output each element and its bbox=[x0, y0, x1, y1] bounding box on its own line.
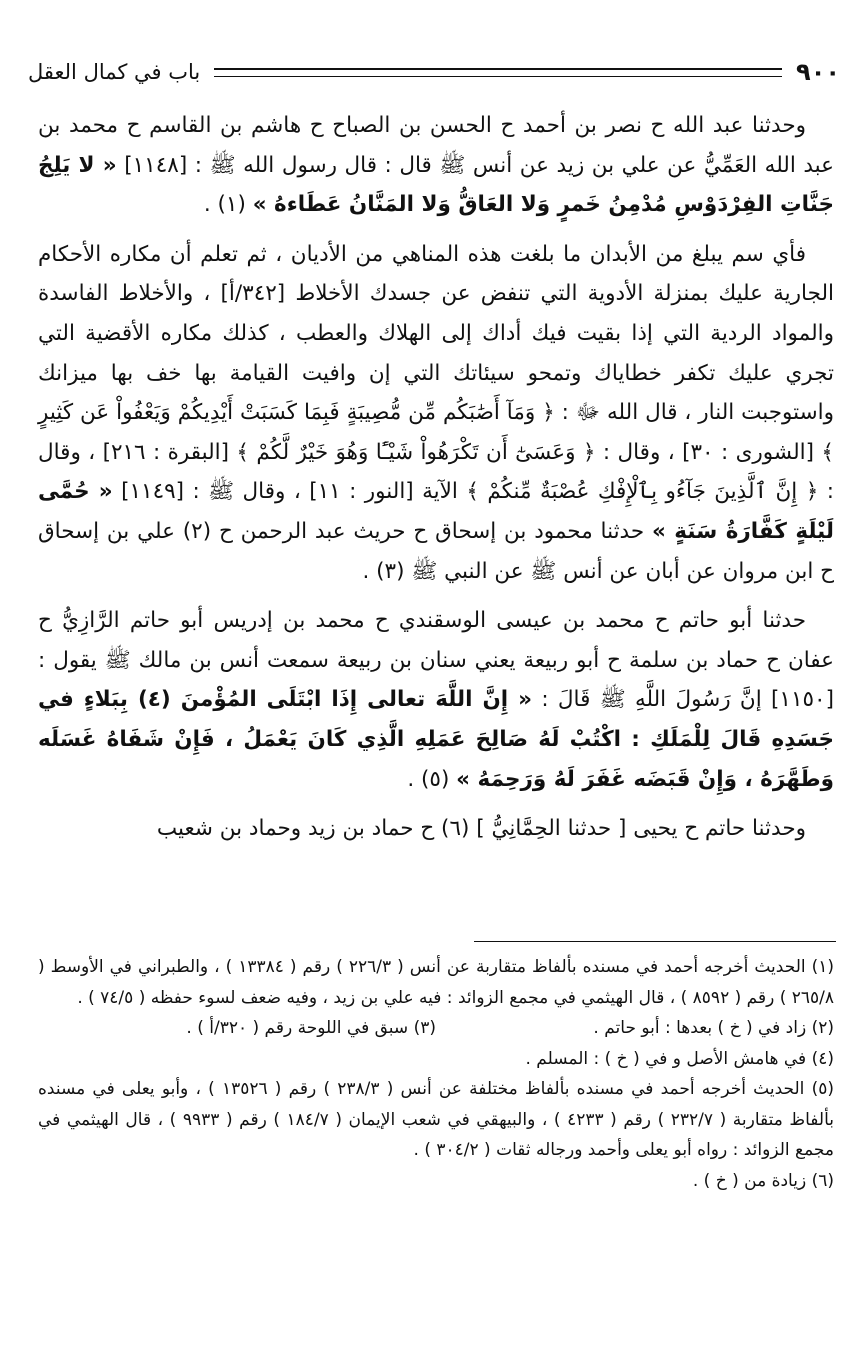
body-text: ، وقال : bbox=[602, 439, 675, 465]
footnote-2: (٢) زاد في ( خ ) بعدها : أبو حاتم . bbox=[593, 1018, 834, 1038]
body-text: فأي سم يبلغ من الأبدان ما بلغت هذه المناهي من الأديان ، ثم تعلم أن مكاره الأحكام الجارية عليك بمنزلة الأدوية التي تنفض عن جسدك الأخلاط [٣٤٢/أ] ، والأخلاط الفاسدة والمواد الردية التي إذا بقيت فيك أداك إلى الهلاك والعطب ، كذلك مكاره الأقضية التي تجري عليك تكفر خطاياك وتمحو سيئاتك التي إن وافيت القيامة بها خف بها ميزانك واستوجبت النار ، قال الله ﷻ : bbox=[38, 241, 835, 426]
body-text: ، وقال : bbox=[38, 439, 834, 505]
footnote-4: (٤) في هامش الأصل و في ( خ ) : المسلم . bbox=[525, 1048, 834, 1069]
paragraph-1 bbox=[38, 106, 834, 225]
body-text: وحدثنا حاتم ح يحيى [ حدثنا الحِمَّانِيُّ ] (٦) ح حماد بن زيد وحماد بن شعيب bbox=[156, 816, 806, 842]
footnote-3: (٣) سبق في اللوحة رقم ( ٣٢٠/أ ) . bbox=[186, 1018, 436, 1038]
hadith-text: « إِنَّ اللَّهَ تعالى إِذَا ابْتَلَى المُؤْمنَ (٤) بِبَلاءٍ في جَسَدِهِ قَالَ لِلْمَلَكِ : اكْتُبْ لَهُ صَالِحَ عَمَلِهِ الَّذِي كَانَ يَعْمَلُ ، فَإِنْ شَفَاهُ غَسَلَه وَطَهَّرَهُ ، وَإِنْ قَبَضَه غَفَرَ لَهُ وَرَحِمَهُ » bbox=[38, 687, 834, 792]
footnote-ref: (٥) . bbox=[407, 766, 450, 792]
quran-verse: ﴿ وَمَآ أَصَٰبَكُم مِّن مُّصِيبَةٍ فَبِمَا كَسَبَتْ أَيْدِيكُمْ وَيَعْفُواْ عَن كَثِيرٍ ﴾ bbox=[38, 400, 834, 465]
footnote-1: (١) الحديث أخرجه أحمد في مسنده بألفاظ متقاربة عن أنس ( ٢٢٦/٣ ) رقم ( ١٣٣٨٤ ) ، والطبراني في الأوسط ( ٢٦٥/٨ ) رقم ( ٨٥٩٢ ) ، قال الهيثمي في مجمع الزوائد : فيه علي بن زيد ، وفيه ضعف لسوء حفظه ( ٧٤/٥ ) . bbox=[38, 957, 835, 1008]
page-number: ٩٠٠ bbox=[796, 58, 840, 86]
footnote-separator bbox=[474, 941, 836, 942]
paragraph-3 bbox=[38, 601, 834, 799]
footnote-row bbox=[38, 1013, 834, 1044]
hadith-text: « لا يَلِجُ جَنَّاتِ الفِرْدَوْسِ مُدْمِنُ خَمرٍ وَلا العَاقُّ وَلا المَنَّانُ عَطَاءهُ » bbox=[38, 152, 834, 218]
quran-verse: ﴿ وَعَسَىٰٓ أَن تَكْرَهُواْ شَيْـًٔا وَهُوَ خَيْرٌ لَّكُمْ ﴾ bbox=[236, 439, 596, 465]
verse-reference: [النور : ١١] bbox=[309, 479, 414, 505]
hadith-text: « حُمَّى لَيْلَةٍ كَفَّارَةُ سَنَةٍ » bbox=[38, 479, 834, 544]
header-rule bbox=[214, 68, 782, 77]
footnote-ref: (١) . bbox=[203, 192, 246, 218]
verse-reference: [الشورى : ٣٠] bbox=[682, 439, 814, 465]
verse-reference: [البقرة : ٢١٦] bbox=[102, 439, 230, 465]
footnote-6: (٦) زيادة من ( خ ) . bbox=[692, 1170, 834, 1191]
page-header bbox=[28, 52, 840, 92]
body-text: ، وقال ﷺ : [١١٤٩] bbox=[121, 479, 301, 505]
quran-verse: ﴿ إِنَّ ٱلَّذِينَ جَآءُو بِٱلْإِفْكِ عُصْبَةٌ مِّنكُمْ ﴾ bbox=[466, 479, 819, 505]
footnotes bbox=[38, 952, 834, 1196]
isnad-text: وحدثنا عبد الله ح نصر بن أحمد ح الحسن بن الصباح ح هاشم بن القاسم ح محمد بن عبد الله العَمِّيُّ عن علي بن زيد عن أنس ﷺ قال : قال رسول الله ﷺ : [١١٤٨] bbox=[38, 113, 834, 178]
footnote-5: (٥) الحديث أخرجه أحمد في مسنده بألفاظ مختلفة عن أنس ( ٢٣٨/٣ ) رقم ( ١٣٥٢٦ ) ، وأبو يعلى في مسنده بألفاظ متقاربة ( ٢٣٢/٧ ) رقم ( ٤٢٣٣ ) ، والبيهقي في شعب الإيمان ( ١٨٤/٧ ) رقم ( ٩٩٣٣ ) ، قال الهيثمي في مجمع الزوائد : رواه أبو يعلى وأحمد ورجاله ثقات ( ٣٠٤/٢ ) . bbox=[38, 1079, 834, 1160]
main-text bbox=[38, 106, 834, 849]
body-text: الآية bbox=[422, 479, 458, 505]
body-text: حدثنا محمود بن إسحاق ح حريث عبد الرحمن ح (٢) علي بن إسحاق ح ابن مروان عن أبان عن أنس ﷺ عن النبي ﷺ (٣) . bbox=[38, 518, 834, 584]
paragraph-4 bbox=[38, 809, 834, 849]
paragraph-2 bbox=[38, 235, 834, 591]
isnad-text: حدثنا أبو حاتم ح محمد بن عيسى الوسقندي ح محمد بن إدريس أبو حاتم الرَّازِيُّ ح عفان ح حماد بن سلمة ح أبو ربيعة يعني سنان بن ربيعة سمعت أنس بن مالك ﷺ يقول : [١١٥٠] إنَّ رَسُولَ اللَّهِ ﷺ قَالَ : bbox=[38, 608, 834, 713]
chapter-title: باب في كمال العقل bbox=[28, 60, 201, 84]
